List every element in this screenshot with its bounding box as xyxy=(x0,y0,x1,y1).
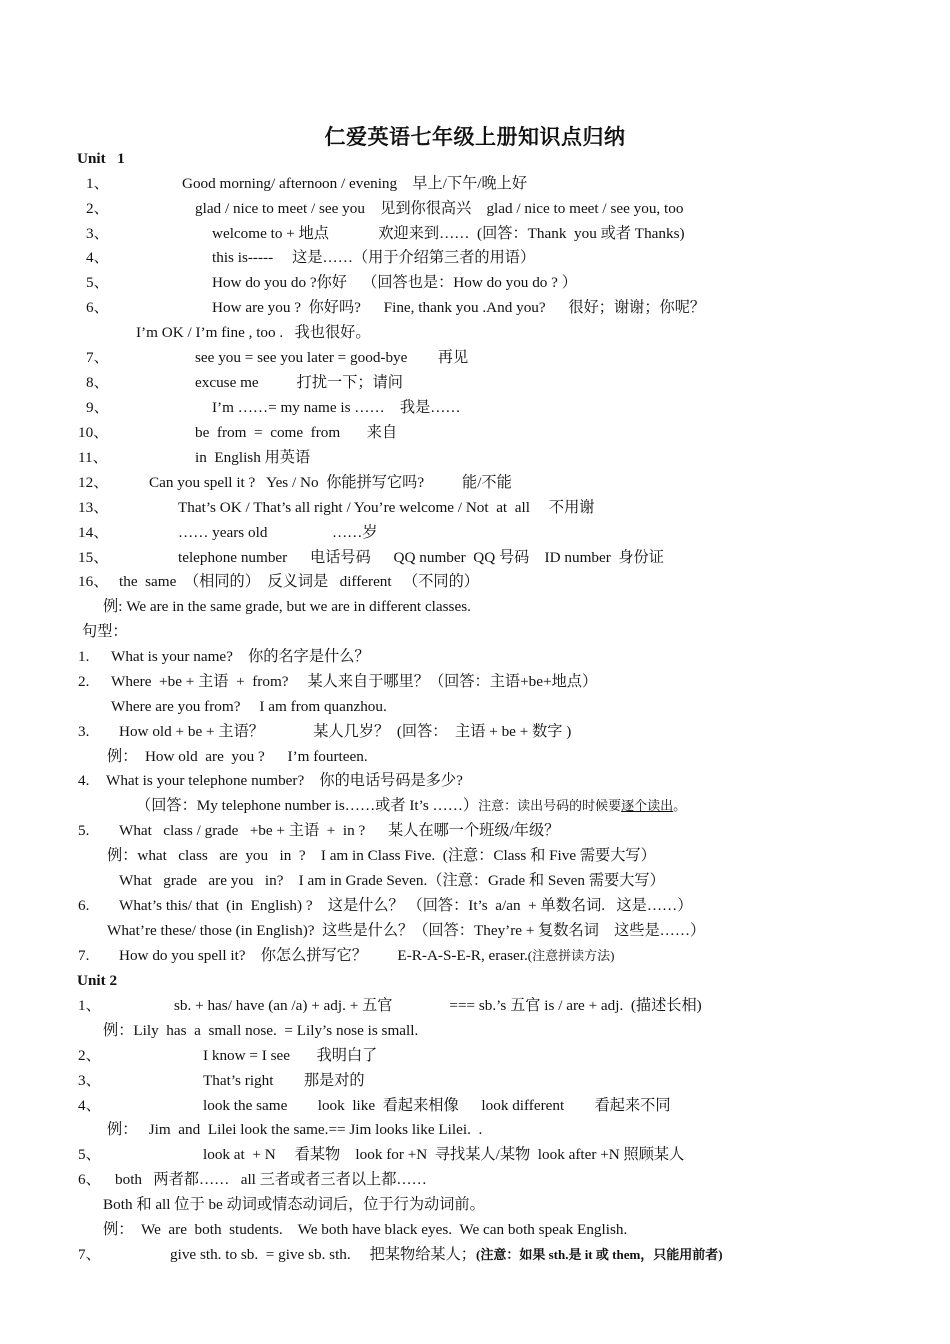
list-item: I know = I see 我明白了 xyxy=(203,1047,378,1064)
list-item: That’s OK / That’s all right / You’re welcome / Not at all 不用谢 xyxy=(178,499,595,516)
list-item-number: 7、 xyxy=(86,349,109,366)
list-item-number: 6、 xyxy=(86,299,109,316)
list-item-number: 3、 xyxy=(78,1072,101,1089)
list-item xyxy=(119,947,614,965)
list-item: look at + N 看某物 look for +N 寻找某人/某物 look after +N 照顾某人 xyxy=(203,1146,685,1163)
pattern-text: How do you spell it? 你怎么拼写它？ E-R-A-S-E-R, eraser. xyxy=(119,947,528,964)
list-item-number: 8、 xyxy=(86,374,109,391)
example-line: 例：Lily has a small nose. = Lily’s nose is small. xyxy=(103,1022,419,1039)
example-line: 例： Jim and Lilei look the same.== Jim looks like Lilei. . xyxy=(107,1121,483,1138)
list-item: How old + be + 主语？ 某人几岁？ (回答： 主语 + be + 数字 ) xyxy=(119,723,572,740)
list-item-number: 1、 xyxy=(78,997,101,1014)
list-item-number: 4、 xyxy=(78,1097,101,1114)
list-item: this is----- 这是……（用于介绍第三者的用语） xyxy=(212,249,536,266)
list-item: What’re these/ those (in English)? 这些是什么？（回答：They’re + 复数名词 这些是……） xyxy=(107,922,706,939)
note-text: (注意拼读方法) xyxy=(527,948,615,963)
list-item-number: 6. xyxy=(78,897,90,914)
list-item: telephone number 电话号码 QQ number QQ 号码 ID number 身份证 xyxy=(178,549,664,566)
example-line: 例: We are in the same grade, but we are in different classes. xyxy=(103,598,471,615)
list-item: in English 用英语 xyxy=(195,449,311,466)
list-item-number: 2. xyxy=(78,673,90,690)
list-item: both 两者都…… all 三者或者三者以上都…… xyxy=(115,1171,427,1188)
unit2-heading: Unit 2 xyxy=(77,972,118,989)
list-item: That’s right 那是对的 xyxy=(203,1072,365,1089)
item-text: give sth. to sb. = give sb. sth. 把某物给某人； xyxy=(170,1246,476,1263)
list-item-number: 15、 xyxy=(78,549,109,566)
list-item-number: 9、 xyxy=(86,399,109,416)
list-item-number: 1、 xyxy=(86,175,109,192)
note-text: (注意：如果 sth.是 it 或 them，只能用前者) xyxy=(476,1247,723,1262)
list-item: What is your name? 你的名字是什么？ xyxy=(111,648,370,665)
list-item-number: 3. xyxy=(78,723,90,740)
note-end: 。 xyxy=(673,798,687,813)
list-item-number: 7. xyxy=(78,947,90,964)
list-item: glad / nice to meet / see you 见到你很高兴 glad / nice to meet / see you, too xyxy=(195,200,684,217)
note-text: 注意：读出号码的时候要 xyxy=(478,798,622,813)
list-item-number: 11、 xyxy=(78,449,108,466)
page-title: 仁爱英语七年级上册知识点归纳 xyxy=(324,125,626,149)
list-item-number: 16、 xyxy=(78,573,109,590)
list-item-number: 6、 xyxy=(78,1171,101,1188)
list-item: What is your telephone number? 你的电话号码是多少? xyxy=(106,772,463,789)
list-item-number: 7、 xyxy=(78,1246,101,1263)
list-item: How do you do ?你好 （回答也是：How do you do ? ） xyxy=(212,274,577,291)
list-item: welcome to + 地点 欢迎来到…… (回答：Thank you 或者 Thanks) xyxy=(212,225,685,242)
list-item: What class / grade +be + 主语 + in ? 某人在哪一个班级/年级？ xyxy=(119,822,560,839)
answer-text: （回答：My telephone number is……或者 It’s ……） xyxy=(136,797,479,814)
list-item: How are you ? 你好吗? Fine, thank you .And you? 很好；谢谢；你呢？ xyxy=(212,299,706,316)
list-item-number: 10、 xyxy=(78,424,109,441)
list-item-number: 14、 xyxy=(78,524,109,541)
list-item: Can you spell it ? Yes / No 你能拼写它吗? 能/不能 xyxy=(149,474,512,491)
example-line: 例：what class are you in ? I am in Class Five. (注意：Class 和 Five 需要大写） xyxy=(107,847,656,864)
list-item: Good morning/ afternoon / evening 早上/下午/晚上好 xyxy=(182,175,528,192)
list-item: Where +be + 主语 + from? 某人来自于哪里？（回答：主语+be+地点） xyxy=(111,673,598,690)
example-line: 例： We are both students. We both have black eyes. We can both speak English. xyxy=(103,1221,628,1238)
section-heading: 句型： xyxy=(82,623,128,640)
list-item: Both 和 all 位于 be 动词或情态动词后，位于行为动词前。 xyxy=(103,1196,485,1213)
list-item: excuse me 打扰一下；请问 xyxy=(195,374,403,391)
answer-line xyxy=(136,797,686,815)
list-item-number: 3、 xyxy=(86,225,109,242)
list-item-number: 2、 xyxy=(78,1047,101,1064)
list-item: …… years old ……岁 xyxy=(178,524,378,541)
list-item: the same （相同的） 反义词是 different （不同的） xyxy=(119,573,479,590)
list-item-number: 5、 xyxy=(78,1146,101,1163)
list-item: Where are you from? I am from quanzhou. xyxy=(111,698,387,715)
list-item: be from = come from 来自 xyxy=(195,424,398,441)
unit1-heading: Unit 1 xyxy=(77,150,125,167)
list-item: I’m OK / I’m fine , too . 我也很好。 xyxy=(136,324,371,341)
list-item: I’m ……= my name is …… 我是…… xyxy=(212,399,461,416)
list-item-number: 5、 xyxy=(86,274,109,291)
note-underlined: 逐个读出 xyxy=(621,798,674,813)
example-line: What grade are you in? I am in Grade Seven.（注意：Grade 和 Seven 需要大写） xyxy=(119,872,665,889)
list-item-number: 4. xyxy=(78,772,90,789)
example-line: 例： How old are you ? I’m fourteen. xyxy=(107,748,368,765)
list-item-number: 12、 xyxy=(78,474,109,491)
list-item: see you = see you later = good-bye 再见 xyxy=(195,349,469,366)
list-item-number: 5. xyxy=(78,822,90,839)
list-item: What’s this/ that (in English) ? 这是什么？ （回答：It’s a/an + 单数名词. 这是……） xyxy=(119,897,693,914)
list-item-number: 2、 xyxy=(86,200,109,217)
list-item: sb. + has/ have (an /a) + adj. + 五官 === sb.’s 五官 is / are + adj. (描述长相) xyxy=(174,997,702,1014)
list-item xyxy=(170,1246,723,1264)
list-item-number: 13、 xyxy=(78,499,109,516)
list-item-number: 4、 xyxy=(86,249,109,266)
list-item: look the same look like 看起来相像 look different 看起来不同 xyxy=(203,1097,671,1114)
list-item-number: 1. xyxy=(78,648,90,665)
